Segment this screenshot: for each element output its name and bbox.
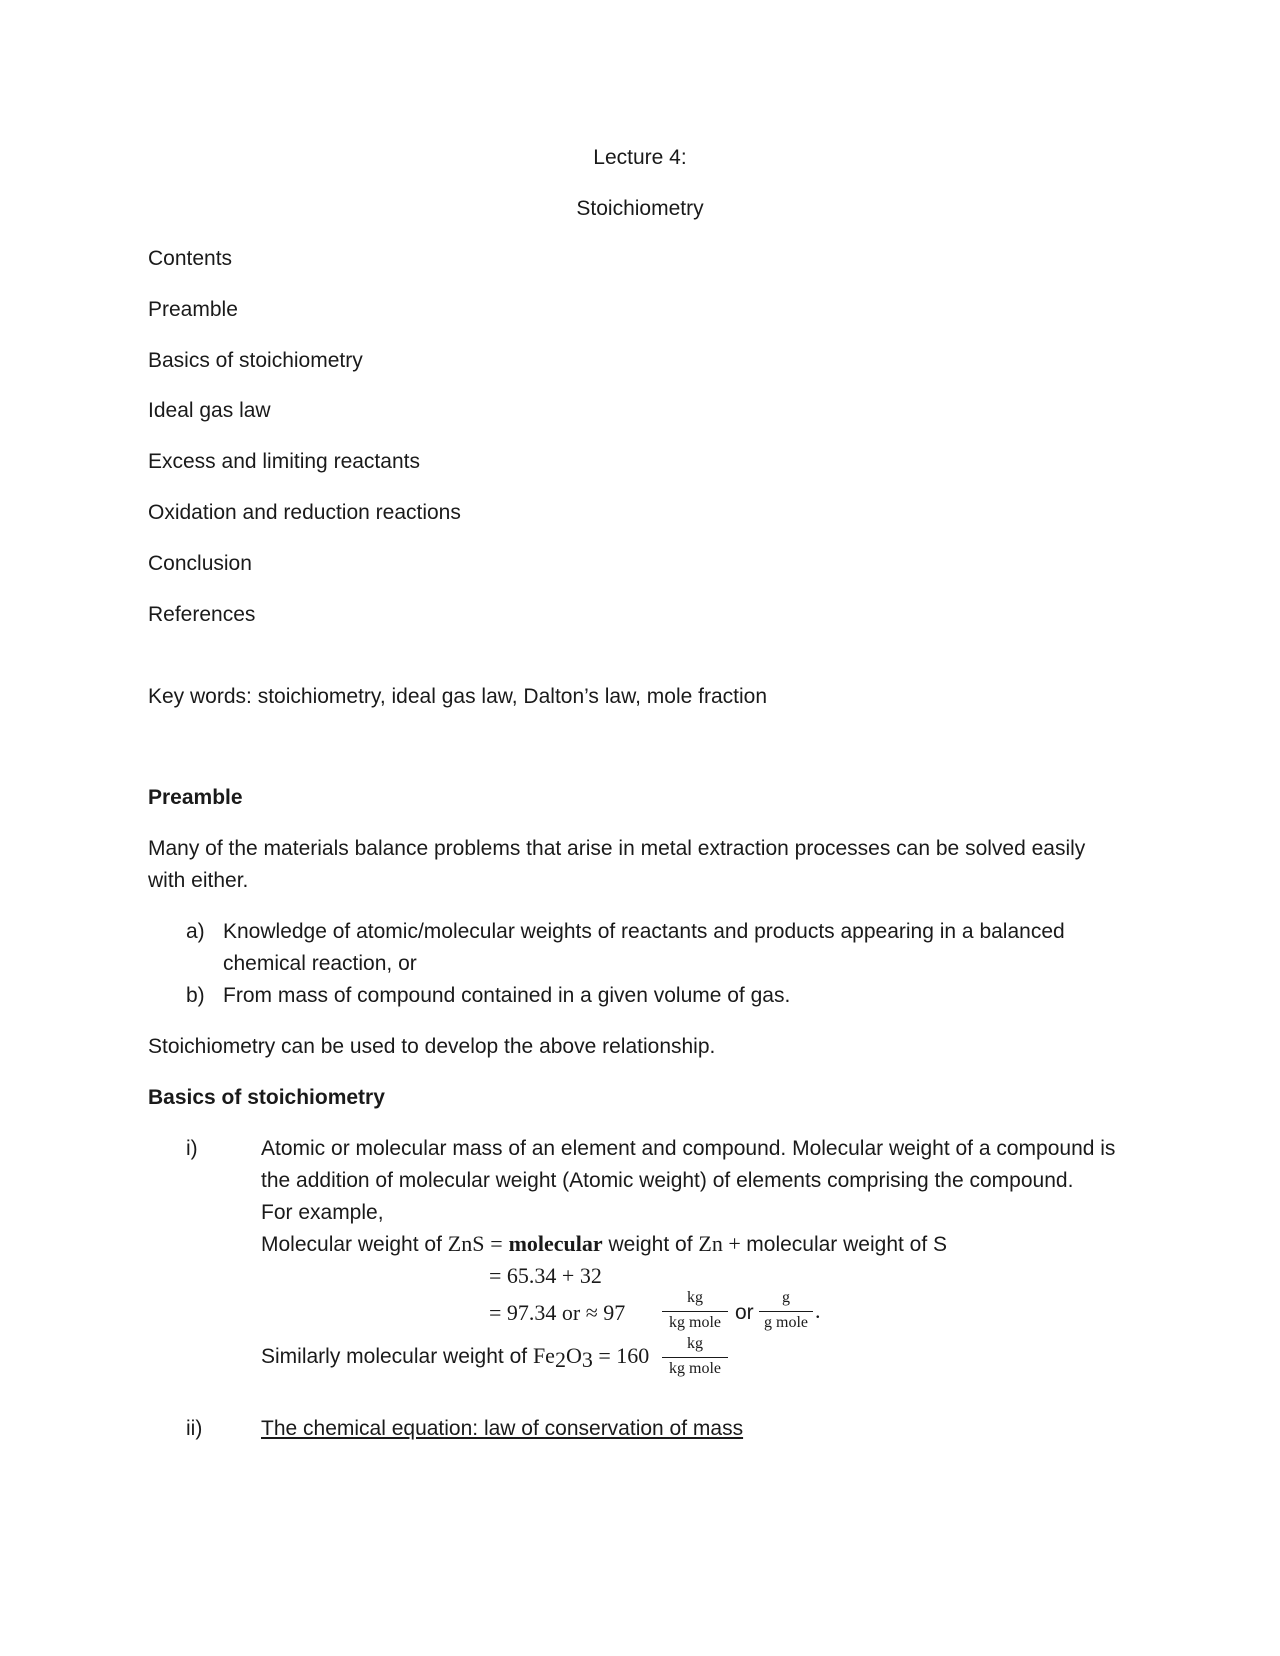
basics-heading: Basics of stoichiometry [148,1086,385,1109]
eq1-formula: ZnS [447,1231,485,1256]
item-marker-ii: ii) [186,1417,203,1440]
page-title: Stoichiometry [576,197,704,220]
fraction-g-per-gmole [759,1290,813,1338]
fraction-numerator: kg [687,1335,703,1352]
preamble-paragraph-line2: with either. [148,869,249,892]
eq1-rhs-a: weight of [602,1233,699,1256]
fraction-denominator: g mole [764,1314,808,1331]
fraction-bar [759,1311,813,1312]
contents-heading: Contents [148,247,233,270]
keywords-line: Key words: stoichiometry, ideal gas law, Dalton’s law, mole fraction [148,685,767,708]
equation-znS [261,1233,947,1255]
fraction-denominator: kg mole [669,1360,721,1377]
fraction-bar [662,1311,728,1312]
contents-item-excess: Excess and limiting reactants [148,450,420,473]
eq4-fe-sub: 2 [554,1347,566,1372]
eq1-rhs-b: molecular weight of S [746,1233,948,1256]
contents-item-references: References [148,603,256,626]
item-marker-i: i) [186,1137,198,1160]
eq1-plus: + [722,1231,747,1256]
contents-item-preamble: Preamble [148,298,238,321]
equation-sum: = 65.34 + 32 [489,1263,602,1288]
eq4-fe: Fe [532,1343,555,1368]
item-i-line3: For example, [261,1201,384,1224]
fraction-numerator: g [782,1289,790,1306]
fraction-kg-per-kgmole-fe [662,1336,728,1384]
preamble-heading: Preamble [148,786,243,809]
list-marker-b: b) [186,984,205,1007]
contents-item-conclusion: Conclusion [148,552,252,575]
eq1-label: Molecular weight of [261,1233,448,1256]
eq4-o-sub: 3 [581,1347,593,1372]
item-ii-heading: The chemical equation: law of conservation of mass [261,1417,744,1440]
preamble-closing: Stoichiometry can be used to develop the above relationship. [148,1035,716,1058]
eq1-rhs-zn: Zn [698,1231,723,1256]
eq1-equals: = [490,1231,503,1256]
fraction-numerator: kg [687,1289,703,1306]
list-item-b-line1: From mass of compound contained in a given volume of gas. [223,984,791,1007]
preamble-paragraph-line1: Many of the materials balance problems that arise in metal extraction processes can be solved easily [148,837,1086,860]
or-text: or [735,1301,754,1324]
item-i-line1: Atomic or molecular mass of an element and compound. Molecular weight of a compound is [261,1137,1116,1160]
fraction-kg-per-kgmole [662,1290,728,1338]
fraction-denominator: kg mole [669,1314,721,1331]
eq4-o: O [565,1343,582,1368]
contents-item-basics: Basics of stoichiometry [148,349,363,372]
eq4-label: Similarly molecular weight of [261,1345,533,1368]
list-item-a-line1: Knowledge of atomic/molecular weights of reactants and products appearing in a balanced [223,920,1065,943]
list-item-a-line2: chemical reaction, or [223,952,417,975]
equation-result: = 97.34 or ≈ 97 [489,1300,626,1325]
period: . [815,1298,821,1323]
contents-item-oxidation: Oxidation and reduction reactions [148,501,461,524]
fraction-bar [662,1357,728,1358]
lecture-number: Lecture 4: [593,146,687,169]
eq4-value: = 160 [592,1343,650,1368]
list-marker-a: a) [186,920,205,943]
contents-item-ideal-gas: Ideal gas law [148,399,271,422]
eq1-rhs-bold: molecular [508,1231,603,1256]
equation-fe2o3 [261,1343,650,1372]
item-i-line2: the addition of molecular weight (Atomic weight) of elements comprising the compound. [261,1169,1074,1192]
